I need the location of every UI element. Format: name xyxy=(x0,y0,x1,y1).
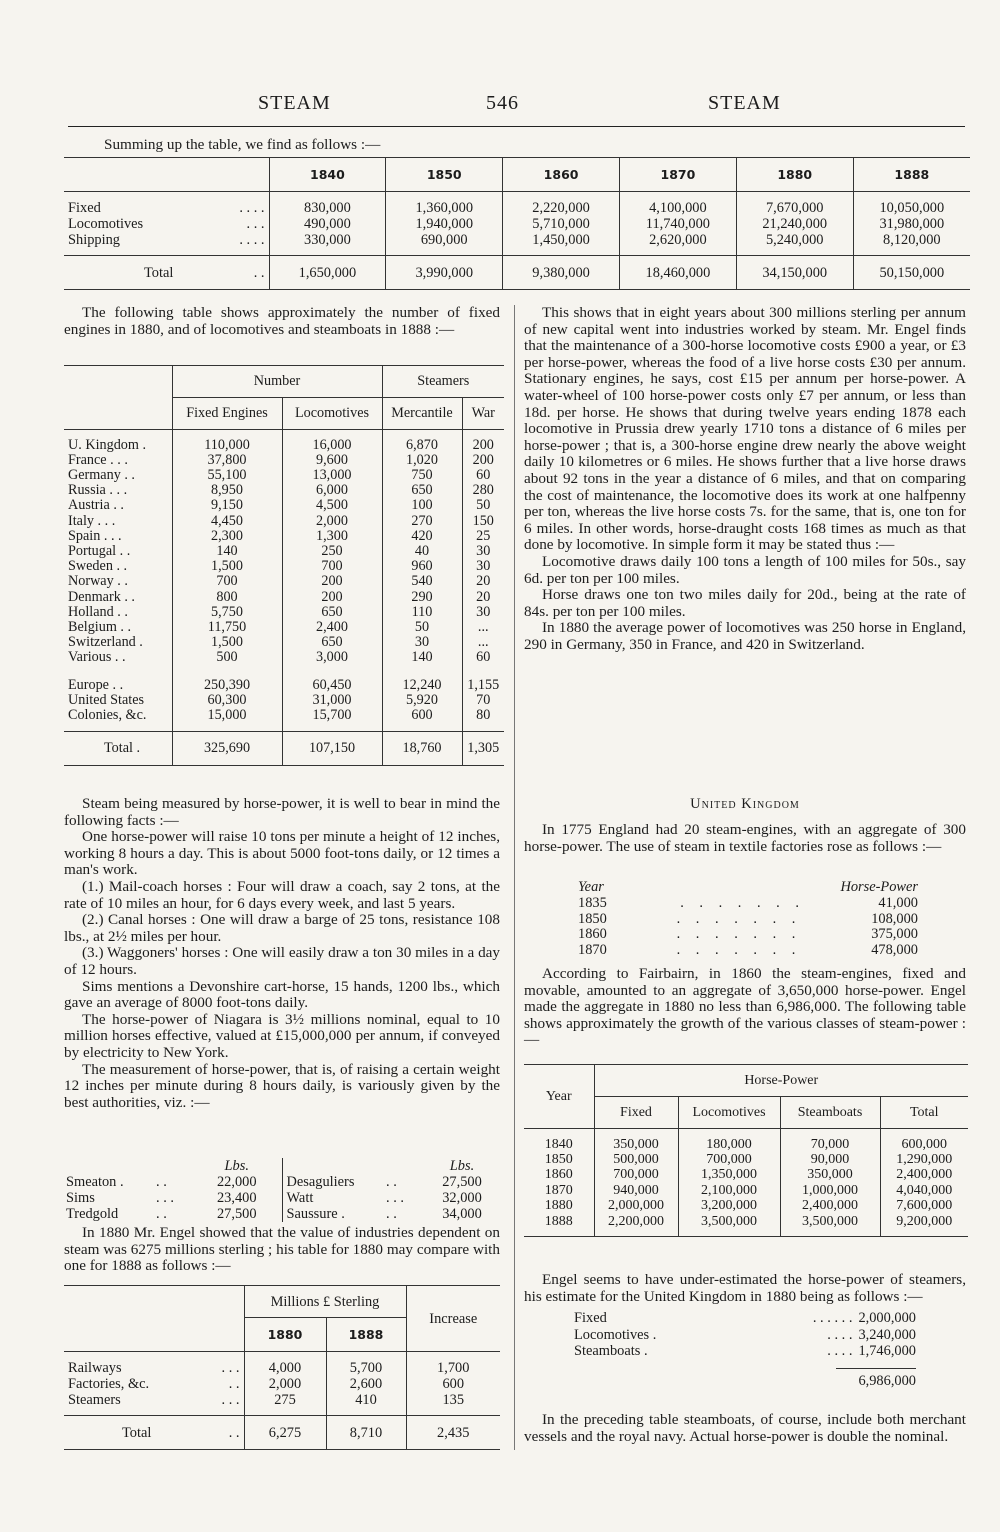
summary-intro: Summing up the table, we find as follows :— xyxy=(104,136,381,153)
sum-rule xyxy=(836,1368,916,1369)
table-row: Germany . . 55,100 13,000 750 60 xyxy=(64,468,504,483)
table-row: Spain . . . 2,300 1,300 420 25 xyxy=(64,529,504,544)
list-item: Locomotives . . . . . 3,240,000 xyxy=(574,1326,916,1343)
year-header: 1850 xyxy=(386,158,503,192)
column-header: War xyxy=(462,398,504,430)
list-item: Steamboats . . . . . 1,746,000 xyxy=(574,1343,916,1359)
paragraph: In 1775 England had 20 steam-engines, with an aggregate of 300 horse-power. The use of steam in textile factories rose as follows :— xyxy=(524,821,966,855)
table-row: Europe . . 250,390 60,450 12,240 1,155 xyxy=(64,678,504,693)
table-row: Sweden . . 1,500 700 960 30 xyxy=(64,559,504,574)
column-header: Locomotives xyxy=(282,398,382,430)
list-item: 1860 . . . . . . . 375,000 xyxy=(578,926,918,943)
group-header: Horse-Power xyxy=(594,1065,968,1097)
table-row: Russia . . . 8,950 6,000 650 280 xyxy=(64,483,504,498)
right-body-text: This shows that in eight years about 300 millions sterling per annum of new capital went into industries worked by steam. Mr. Engel finds that the maintenance of a 300-horse locomotive costs £900 a year, or £3 per horse-power, whereas the food of a live horse costs £30 per annum. Stationary engines, he says, cost £15 per annum per horse-power. A water-wheel of 100 horse-power costs only £7 per annum, or less than 18d. per horse. He shows that during twelve years ending 1878 each locomotive in Prussia drew yearly 1710 tons a distance of 6 miles per horse-power ; that is, a 300-horse engine drew nearly the above weight daily 10 kilometres or 6 miles. He shows further that a live horse draws about 92 tons in the year a distance of 6 miles, and that on comparing the cost of maintenance, the locomotive does its work at one halfpenny per ton, whereas the live horse costs 7s. for the same, that is, one ton for 6 miles. In other words, horse-draught costs 168 times as much as that done by locomotive. In simple form it may be stated thus :— Locomotive draws daily 100 tons a length of 100 miles for 50s., say 6d. per ton per 100 miles. Horse draws one ton two miles daily for 20d., being at the rate of 84s. per ton per 100 miles. In 1880 the average power of locomotives was 250 horse in England, 290 in Germany, 350 in France, and 420 in Switzerland. xyxy=(524,304,966,653)
column-header: Increase xyxy=(406,1286,500,1352)
column-header: Total xyxy=(880,1097,968,1129)
engines-table xyxy=(64,365,504,766)
section-heading: United Kingdom xyxy=(690,796,800,812)
column-header: 1880 xyxy=(244,1318,326,1352)
paragraph: The following table shows approximately the number of fixed engines in 1880, and of locomotives and steamboats in 1888 :— xyxy=(64,304,500,338)
paragraph: Engel seems to have under-estimated the horse-power of steamers, his estimate for the United Kingdom in 1880 being as follows :— xyxy=(524,1271,966,1305)
table-row: Norway . . 700 200 540 20 xyxy=(64,574,504,589)
running-head-right: STEAM xyxy=(708,92,781,114)
table-row: France . . . 37,800 9,600 1,020 200 xyxy=(64,453,504,468)
table-row: Various . . 500 3,000 140 60 xyxy=(64,650,504,665)
table-row: Denmark . . 800 200 290 20 xyxy=(64,590,504,605)
total-row: Total . . 1,650,000 3,990,000 9,380,000 18,460,000 34,150,000 50,150,000 xyxy=(64,256,970,290)
list-item: Fixed . . . . . . 2,000,000 xyxy=(574,1310,916,1326)
page-number: 546 xyxy=(486,92,519,114)
estimate-list xyxy=(574,1310,916,1389)
group-header: Millions £ Sterling xyxy=(244,1286,406,1318)
table-row: 1860 700,000 1,350,000 350,000 2,400,000 xyxy=(524,1167,968,1182)
estimate-total: 6,986,000 xyxy=(858,1372,916,1389)
total-row: Total . 325,690 107,150 18,760 1,305 xyxy=(64,731,504,765)
column-header: Mercantile xyxy=(382,398,462,430)
sterling-table xyxy=(64,1285,500,1450)
year-header: 1860 xyxy=(503,158,620,192)
table-row: Belgium . . 11,750 2,400 50 ... xyxy=(64,620,504,635)
table-row: Factories, &c. . . 2,000 2,600 600 xyxy=(64,1376,500,1392)
table-row: U. Kingdom . 110,000 16,000 6,870 200 xyxy=(64,438,504,453)
year-header: 1840 xyxy=(269,158,386,192)
authorities-list: Lbs. Lbs. Smeaton . . . 22,000 Desaguliers . . 27,500 Sims . . . 23,400 Watt . . . 32,000 Tredgold . . 27,500 Saussure . . . 34,000 xyxy=(62,1158,502,1222)
column-header: Steamboats xyxy=(780,1097,880,1129)
table-row: Switzerland . 1,500 650 30 ... xyxy=(64,635,504,650)
list-item: Tredgold . . 27,500 Saussure . . . 34,000 xyxy=(66,1206,482,1222)
year-header: 1880 xyxy=(736,158,853,192)
table-row: 1888 2,200,000 3,500,000 3,500,000 9,200,000 xyxy=(524,1214,968,1229)
table-row: Colonies, &c. 15,000 15,700 600 80 xyxy=(64,708,504,723)
column-divider xyxy=(514,305,515,1450)
year-header: 1870 xyxy=(619,158,736,192)
group-header: Steamers xyxy=(382,366,504,398)
table-row: 1840 350,000 180,000 70,000 600,000 xyxy=(524,1137,968,1152)
growth-table xyxy=(524,1064,968,1237)
paragraph: According to Fairbairn, in 1860 the steam-engines, fixed and movable, amounted to an aggregate of 3,650,000 horse-power. Engel made the aggregate in 1880 no less than 6,986,000. The following table shows approximately the growth of the various classes of steam-power :— xyxy=(524,965,966,1049)
left-body-text: Steam being measured by horse-power, it is well to bear in mind the following facts :— One horse-power will raise 10 tons per minute a height of 12 inches, working 8 hours a day. This is about 5000 foot-tons daily, or 12 times a man's work. (1.) Mail-coach horses : Four will draw a coach, say 2 tons, at the rate of 10 miles an hour, for 6 days every week, and last 5 years. (2.) Canal horses : One will draw a barge of 25 tons, resistance 108 lbs., at 2½ miles per hour. (3.) Waggoners' horses : One will easily draw a ton 30 miles in a day of 12 hours. Sims mentions a Devonshire cart-horse, 15 hands, 1200 lbs., which gave an average of 8000 foot-tons daily. The horse-power of Niagara is 3½ millions nominal, equal to 10 million horses effective, valued at £15,000,000 per annum, if conveyed by electricity to New York. The measurement of horse-power, that is, of raising a certain weight 12 inches per minute during 8 hours daily, is variously given by the best authorities, viz. :— xyxy=(64,795,500,1111)
table-row: Portugal . . 140 250 40 30 xyxy=(64,544,504,559)
table-row: Italy . . . 4,450 2,000 270 150 xyxy=(64,514,504,529)
table-row: 1850 500,000 700,000 90,000 1,290,000 xyxy=(524,1152,968,1167)
table-row: Shipping . . . . 330,000 690,000 1,450,000 2,620,000 5,240,000 8,120,000 xyxy=(64,232,970,248)
list-item: Smeaton . . . 22,000 Desaguliers . . 27,500 xyxy=(66,1174,482,1190)
running-head-left: STEAM xyxy=(258,92,331,114)
paragraph: In the preceding table steamboats, of course, include both merchant vessels and the royal navy. Actual horse-power is double the nominal. xyxy=(524,1411,966,1445)
list-item: 1870 . . . . . . . 478,000 xyxy=(578,942,918,959)
table-row: Holland . . 5,750 650 110 30 xyxy=(64,605,504,620)
textile-list: Year Horse-Power 1835 . . . . . . . 41,000 1850 . . . . . . . 108,000 1860 . . . . . . . 375,000 1870 . . . . . . . 478,000 xyxy=(578,879,918,959)
list-item: Sims . . . 23,400 Watt . . . 32,000 xyxy=(66,1190,482,1206)
table-row: Steamers . . . 275 410 135 xyxy=(64,1392,500,1408)
column-header: 1888 xyxy=(326,1318,406,1352)
header-rule xyxy=(68,126,965,127)
group-header: Number xyxy=(172,366,382,398)
summary-table xyxy=(64,157,970,290)
total-row: Total . . 6,275 8,710 2,435 xyxy=(64,1416,500,1450)
column-header: Locomotives xyxy=(678,1097,780,1129)
list-item: 1835 . . . . . . . 41,000 xyxy=(578,894,918,911)
column-header: Fixed Engines xyxy=(172,398,282,430)
column-header: Fixed xyxy=(594,1097,678,1129)
table-row: Locomotives . . . 490,000 1,940,000 5,710,000 11,740,000 21,240,000 31,980,000 xyxy=(64,216,970,232)
table-row: Railways . . . 4,000 5,700 1,700 xyxy=(64,1360,500,1376)
table-row: Fixed . . . . 830,000 1,360,000 2,220,000 4,100,000 7,670,000 10,050,000 xyxy=(64,200,970,216)
column-header: Year xyxy=(545,1088,572,1104)
table-row: Austria . . 9,150 4,500 100 50 xyxy=(64,498,504,513)
paragraph: In 1880 Mr. Engel showed that the value of industries dependent on steam was 6275 millions sterling ; his table for 1880 may compare with one for 1888 as follows :— xyxy=(64,1224,500,1275)
year-header: 1888 xyxy=(853,158,970,192)
table-row: 1870 940,000 2,100,000 1,000,000 4,040,000 xyxy=(524,1183,968,1198)
table-row: 1880 2,000,000 3,200,000 2,400,000 7,600,000 xyxy=(524,1198,968,1213)
list-item: 1850 . . . . . . . 108,000 xyxy=(578,910,918,927)
table-row: United States 60,300 31,000 5,920 70 xyxy=(64,693,504,708)
